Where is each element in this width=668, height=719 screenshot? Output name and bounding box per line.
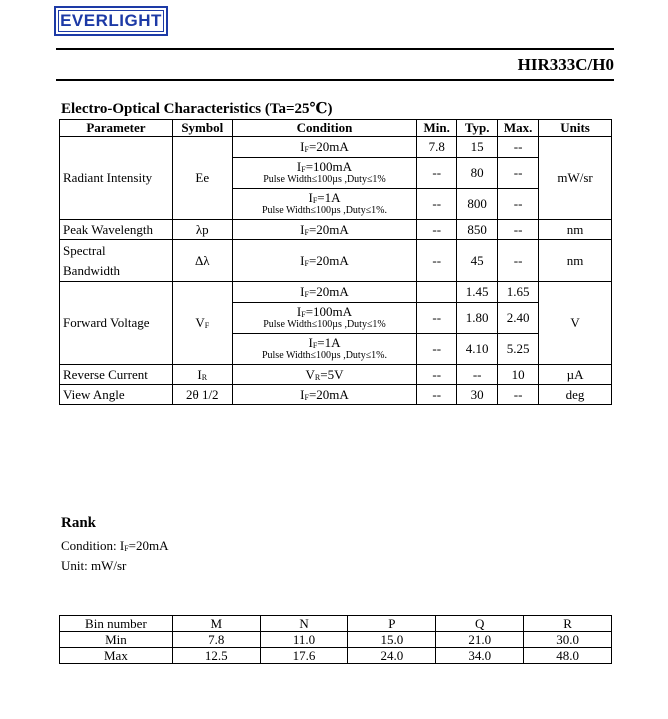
condition-cell: $I_F=20mA$ (232, 240, 417, 282)
rank-cell: N (260, 616, 348, 632)
condition-cell: $I_F=20mA$ (232, 137, 417, 158)
table-header-row (60, 120, 612, 137)
condition-cell: $I_F=20mA$ (232, 385, 417, 405)
min-cell: -- (417, 365, 457, 385)
min-cell: -- (417, 158, 457, 189)
header-rule-top (56, 48, 614, 50)
min-cell: -- (417, 220, 457, 240)
param-reverse-current: Reverse Current (60, 365, 173, 385)
col-header-condition: Condition (232, 120, 417, 137)
min-cell: -- (417, 334, 457, 365)
condition-cell: $I_F=1A$ Pulse Width≤100µs ,Duty≤1%. (232, 334, 417, 365)
typ-cell: 850 (457, 220, 498, 240)
min-cell: -- (417, 189, 457, 220)
rank-table (59, 615, 612, 664)
max-cell: 10 (498, 365, 539, 385)
pulse-note: Pulse Width≤100µs ,Duty≤1%. (261, 205, 388, 216)
unit-forward-voltage: V (539, 282, 612, 365)
rank-title: Rank (61, 515, 97, 531)
rank-cell: Bin number (60, 616, 173, 632)
col-header-typ: Typ. (457, 120, 498, 137)
typ-cell: 4.10 (457, 334, 498, 365)
symbol-radiant-intensity: Ee (172, 137, 232, 220)
max-cell: -- (498, 220, 539, 240)
rank-cell: 48.0 (524, 648, 612, 664)
typ-cell: 45 (457, 240, 498, 282)
rank-cell: 30.0 (524, 632, 612, 648)
rank-cell: P (348, 616, 436, 632)
max-cell: -- (498, 189, 539, 220)
param-radiant-intensity: Radiant Intensity (60, 137, 173, 220)
min-cell: 7.8 (417, 137, 457, 158)
part-number: HIR333C/H0 (517, 55, 614, 74)
typ-cell: 15 (457, 137, 498, 158)
symbol-reverse-current: $I_R$ (172, 365, 232, 385)
min-cell: -- (417, 240, 457, 282)
col-header-symbol: Symbol (172, 120, 232, 137)
typ-cell: 30 (457, 385, 498, 405)
table-row (60, 385, 612, 405)
table-row (60, 365, 612, 385)
min-cell: -- (417, 303, 457, 334)
table-row (60, 220, 612, 240)
rank-min-row (60, 632, 612, 648)
condition-cell: $I_F=20mA$ (232, 220, 417, 240)
symbol-view-angle: 2θ 1/2 (172, 385, 232, 405)
table-row (60, 137, 612, 158)
max-cell: -- (498, 240, 539, 282)
max-cell: 2.40 (498, 303, 539, 334)
header-rule-bottom (56, 79, 614, 81)
rank-cell: Min (60, 632, 173, 648)
rank-cell: 11.0 (260, 632, 348, 648)
rank-cell: 12.5 (172, 648, 260, 664)
everlight-logo (54, 6, 168, 36)
max-cell: -- (498, 158, 539, 189)
typ-cell: 1.80 (457, 303, 498, 334)
rank-cell: 15.0 (348, 632, 436, 648)
eo-section-title: Electro-Optical Characteristics (Ta=25℃) (61, 101, 333, 117)
col-header-max: Max. (498, 120, 539, 137)
max-cell: 1.65 (498, 282, 539, 303)
rank-header-row (60, 616, 612, 632)
rank-max-row (60, 648, 612, 664)
max-cell: 5.25 (498, 334, 539, 365)
rank-cell: 21.0 (436, 632, 524, 648)
param-forward-voltage: Forward Voltage (60, 282, 173, 365)
unit-radiant-intensity: mW/sr (539, 137, 612, 220)
pulse-note: Pulse Width≤100µs ,Duty≤1% (263, 174, 386, 185)
max-cell: -- (498, 137, 539, 158)
param-view-angle: View Angle (60, 385, 173, 405)
unit-cell: nm (539, 220, 612, 240)
logo-text: EVERLIGHT (58, 10, 164, 32)
pulse-note: Pulse Width≤100µs ,Duty≤1%. (261, 350, 388, 361)
typ-cell: -- (457, 365, 498, 385)
symbol-forward-voltage: $V_F$ (172, 282, 232, 365)
typ-cell: 80 (457, 158, 498, 189)
param-spectral-bandwidth: Spectral Bandwidth (60, 240, 173, 282)
rank-condition: Condition: $I_F=20mA$ (61, 538, 169, 553)
typ-cell: 1.45 (457, 282, 498, 303)
rank-cell: M (172, 616, 260, 632)
col-header-min: Min. (417, 120, 457, 137)
rank-cell: R (524, 616, 612, 632)
condition-cell: $V_R=5V$ (232, 365, 417, 385)
min-cell (417, 282, 457, 303)
table-row (60, 282, 612, 303)
rank-cell: 34.0 (436, 648, 524, 664)
min-cell: -- (417, 385, 457, 405)
col-header-units: Units (539, 120, 612, 137)
col-header-parameter: Parameter (60, 120, 173, 137)
typ-cell: 800 (457, 189, 498, 220)
rank-cell: 7.8 (172, 632, 260, 648)
symbol-peak-wavelength: λp (172, 220, 232, 240)
unit-cell: nm (539, 240, 612, 282)
rank-cell: Max (60, 648, 173, 664)
condition-cell: $I_F=100mA$ Pulse Width≤100µs ,Duty≤1% (232, 303, 417, 334)
condition-cell: $I_F=100mA$ Pulse Width≤100µs ,Duty≤1% (232, 158, 417, 189)
table-row (60, 240, 612, 282)
electro-optical-table (59, 119, 612, 405)
pulse-note: Pulse Width≤100µs ,Duty≤1% (263, 319, 386, 330)
param-peak-wavelength: Peak Wavelength (60, 220, 173, 240)
unit-cell: µA (539, 365, 612, 385)
rank-cell: 17.6 (260, 648, 348, 664)
unit-cell: deg (539, 385, 612, 405)
rank-cell: Q (436, 616, 524, 632)
condition-cell: $I_F=20mA$ (232, 282, 417, 303)
symbol-spectral-bandwidth: Δλ (172, 240, 232, 282)
rank-cell: 24.0 (348, 648, 436, 664)
condition-cell: $I_F=1A$ Pulse Width≤100µs ,Duty≤1%. (232, 189, 417, 220)
rank-unit: Unit: mW/sr (61, 558, 127, 573)
max-cell: -- (498, 385, 539, 405)
